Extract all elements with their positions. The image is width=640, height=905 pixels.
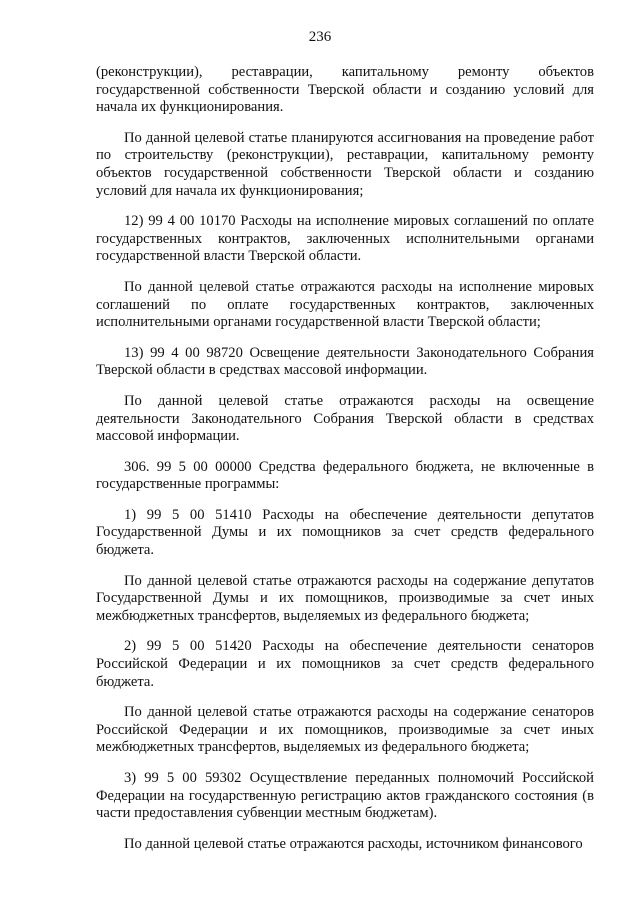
paragraph-continuation: (реконструкции), реставрации, капитальному ремонту объектов государственной собственности Тверской области и созданию условий для начала их функционирования.	[96, 64, 594, 116]
paragraph-description: По данной целевой статье отражаются расходы, источником финансового	[124, 835, 583, 852]
paragraph-description: По данной целевой статье отражаются расходы на содержание депутатов Государственной Думы и их помощников, производимые за счет иных межбюджетных трансфертов, выделяемых из федерального бюджета;	[96, 572, 594, 624]
page-number: 236	[308, 29, 332, 45]
paragraph-item-1: 1) 99 5 00 51410 Расходы на обеспечение деятельности депутатов Государственной Думы и их помощников за счет средств федерального бюджета.	[96, 506, 594, 559]
paragraph-description: По данной целевой статье планируются ассигнования на проведение работ по строительству (реконструкции), реставрации, капитальному ремонту объектов государственной собственности Тверской области и созданию условий для начала их функционирования;	[96, 129, 594, 199]
paragraph-description: По данной целевой статье отражаются расходы на исполнение мировых соглашений по оплате государственных контрактов, заключенных исполнительными органами государственной власти Тверской области;	[96, 278, 594, 331]
paragraph-item-13: 13) 99 4 00 98720 Освещение деятельности Законодательного Собрания Тверской области в средствах массовой информации.	[96, 344, 594, 379]
paragraph-item-12: 12) 99 4 00 10170 Расходы на исполнение мировых соглашений по оплате государственных контрактов, заключенных исполнительными органами государственной власти Тверской области.	[96, 213, 594, 265]
document-body	[96, 64, 594, 866]
paragraph-description: По данной целевой статье отражаются расходы на освещение деятельности Законодательного Собрания Тверской области в средствах массовой информации.	[96, 392, 594, 445]
paragraph-section-306: 306. 99 5 00 00000 Средства федерального бюджета, не включенные в государственные программы:	[96, 458, 594, 493]
paragraph-description: По данной целевой статье отражаются расходы на содержание сенаторов Российской Федерации и их помощников, производимые за счет иных межбюджетных трансфертов, выделяемых из федерального бюджета;	[96, 704, 594, 756]
paragraph-item-2: 2) 99 5 00 51420 Расходы на обеспечение деятельности сенаторов Российской Федерации и их помощников за счет средств федерального бюджета.	[96, 638, 594, 690]
paragraph-item-3: 3) 99 5 00 59302 Осуществление переданных полномочий Российской Федерации на государственную регистрацию актов гражданского состояния (в части предоставления субвенции местным бюджетам).	[96, 770, 594, 822]
